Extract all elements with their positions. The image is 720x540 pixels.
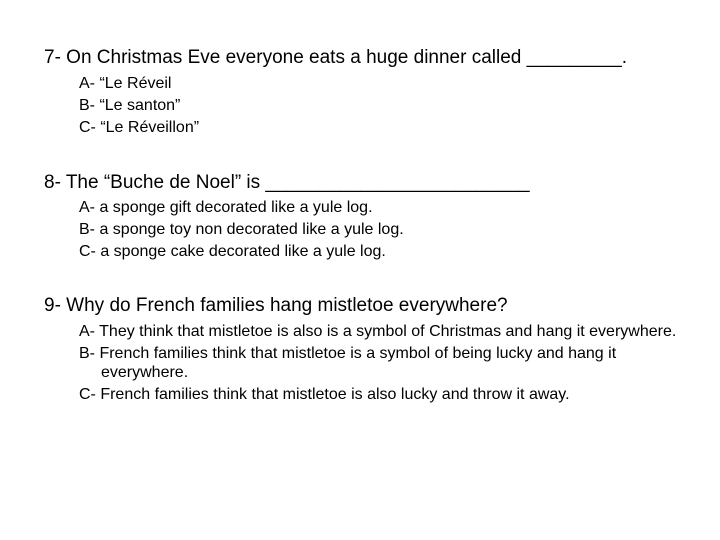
option-c: C- “Le Réveillon” (79, 119, 200, 136)
question-8: 8- The “Buche de Noel” is _________________________ (44, 172, 530, 193)
question-7: 7- On Christmas Eve everyone eats a huge dinner called _________. (44, 47, 628, 68)
option-a: A- They think that mistletoe is also is a symbol of Christmas and hang it everywhere. (79, 323, 677, 340)
option-b: B- French families think that mistletoe is a symbol of being lucky and hang it everywhere. (79, 345, 617, 381)
question-9: 9- Why do French families hang mistletoe everywhere? (44, 295, 508, 316)
option-a: A- a sponge gift decorated like a yule log. (79, 199, 373, 216)
question-8-options (79, 197, 404, 263)
option-b: B- “Le santon” (79, 97, 181, 114)
option-b: B- a sponge toy non decorated like a yule log. (79, 221, 404, 238)
question-7-options (79, 73, 199, 139)
option-a: A- “Le Réveil (79, 75, 172, 92)
option-c: C- a sponge cake decorated like a yule log. (79, 243, 386, 260)
question-9-options (79, 322, 701, 407)
option-c: C- French families think that mistletoe is also lucky and throw it away. (79, 386, 570, 403)
